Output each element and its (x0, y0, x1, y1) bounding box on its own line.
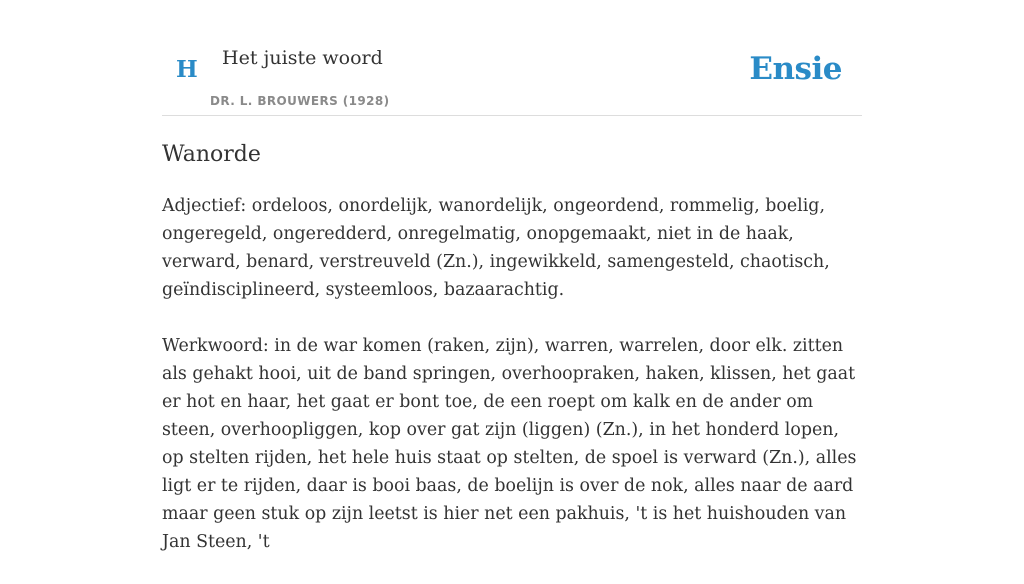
book-author: DR. L. BROUWERS (1928) (210, 94, 390, 108)
entry-paragraph-adjectief: Adjectief: ordeloos, onordelijk, wanordelijk, ongeordend, rommelig, boelig, ongeregeld, ongeredderd, onregelmatig, onopgemaakt, niet in de haak, verward, benard, verstreuveld (Zn.), ingewikkeld, samengesteld, chaotisch, geïndisciplineerd, systeemloos, bazaarachtig. (162, 196, 830, 300)
book-title[interactable]: Het juiste woord (222, 47, 383, 69)
content-container (162, 0, 862, 552)
entry-paragraph-werkwoord: Werkwoord: in de war komen (raken, zijn), warren, warrelen, door elk. zitten als gehakt hooi, uit de band springen, overhoopraken, haken, klissen, het gaat er hot en haar, het gaat er bont toe, de een roept om kalk en de ander om steen, overhoopliggen, kop over gat zijn (liggen) (Zn.), in het honderd lopen, op stelten rijden, het hele huis staat op stelten, de spoel is verward (Zn.), alles ligt er te rijden, daar is booi baas, de boelijn is over de nok, alles naar de aard maar geen stuk op zijn leetst is hier net een pakhuis, 't is het huishouden van Jan Steen, 't (162, 336, 857, 552)
book-logo-letter[interactable]: H (176, 56, 198, 83)
book-header (162, 0, 862, 116)
ensie-logo-link[interactable]: Ensie (749, 51, 842, 87)
entry-title: Wanorde (162, 142, 261, 167)
entry-body (162, 192, 862, 584)
